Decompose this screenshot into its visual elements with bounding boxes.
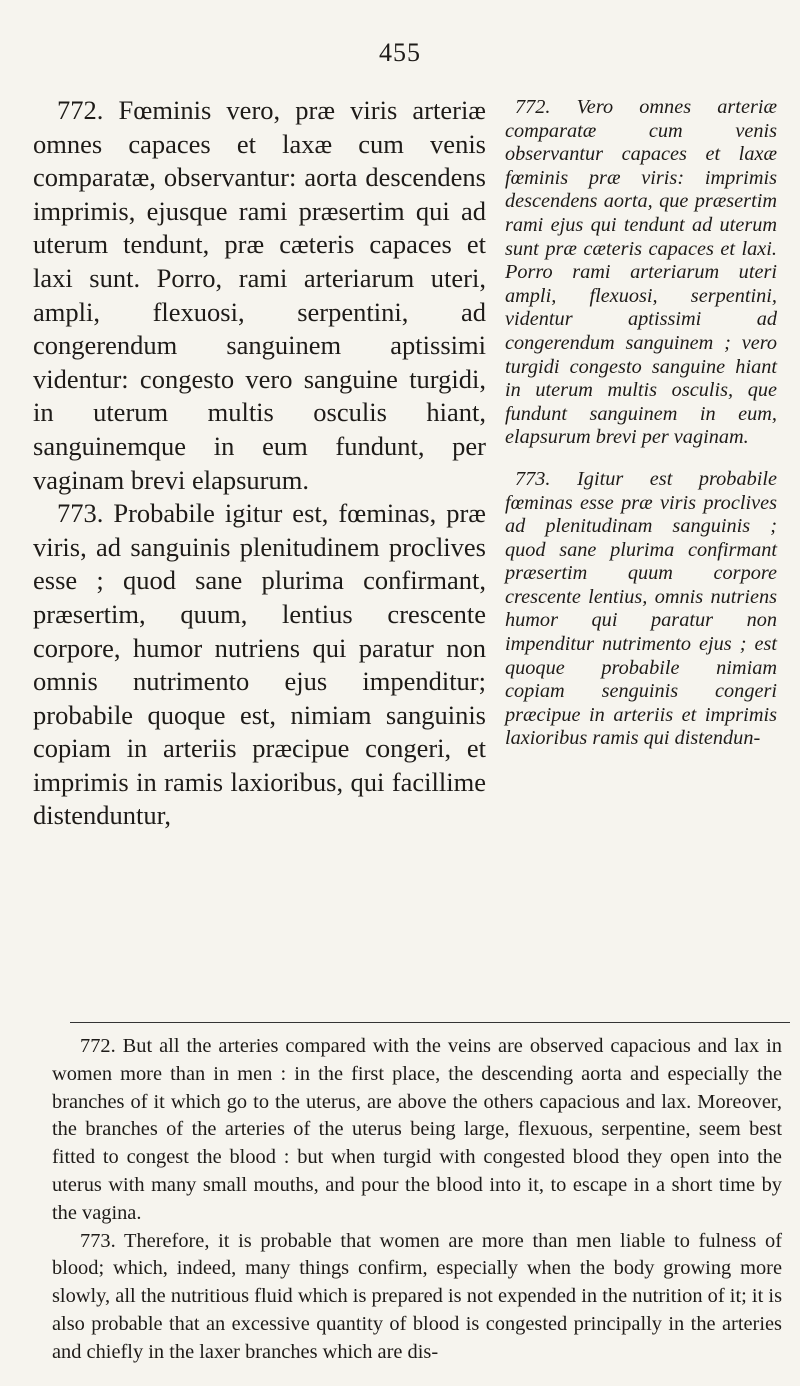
english-translation [52, 1033, 782, 1367]
latin-column [33, 94, 486, 833]
english-paragraph-772: 772. But all the arteries compared with the veins are observed capacious and lax in women more than in men : in the first place, the descending aorta and especially the branches of it which go to the uterus, are above the others capacious and lax. Moreover, the branches of the arteries of the uterus being large, flexuous, serpentine, seem best fitted to congest the blood : but when turgid with congested blood they open into the uterus with many small mouths, and pour the blood into it, to escape in a short time by the vagina. [52, 1035, 782, 1224]
section-divider [70, 1022, 790, 1023]
latin-word-order-column [505, 96, 777, 751]
latin-paragraph-773: 773. Probabile igitur est, fœminas, præ viris, ad sanguinis plenitudinem proclives esse ; quod sane plurima confirmant, præsertim, quum, lentius crescente corpore, humor nutriens qui paratur non omnis nutrimento ejus impenditur; probabile quoque est, nimiam sanguinis copiam in arteriis præcipue congeri, et imprimis in ramis laxioribus, qui facillime distenduntur, [33, 498, 486, 831]
latin-alt-paragraph-773: 773. Igitur est probabile fœminas esse præ viris proclives ad plenitudinam sanguinis ; quod sane plurima confirmant præsertim quum corpore crescente lentius, omnis nutriens humor qui paratur non impenditur nutrimento ejus ; est quoque probabile nimiam copiam senguinis congeri præcipue in arteriis et imprimis laxioribus ramis qui distendun- [505, 467, 777, 750]
latin-paragraph-772: 772. Fœminis vero, præ viris arteriæ omnes capaces et laxæ cum venis comparatæ, observantur: aorta descendens imprimis, ejusque rami præsertim qui ad uterum tendunt, præ cæteris capaces et laxi sunt. Porro, rami arteriarum uteri, ampli, flexuosi, serpentini, ad congerendum sanguinem aptissimi videntur: congesto vero sanguine turgidi, in uterum multis osculis hiant, sanguinemque in eum fundunt, per vaginam brevi elapsurum. [33, 95, 486, 495]
latin-alt-paragraph-772: 772. Vero omnes arteriæ comparatæ cum venis observantur capaces et laxæ fœminis præ viris: imprimis descendens aorta, que præsertim rami ejus qui tendunt ad uterum sunt præ cæteris capaces et laxi. Porro rami arteriarum uteri ampli, flexuosi, serpentini, videntur aptissimi ad congerendum sanguinem ; vero turgidi congesto sanguine hiant in uterum multis osculis, que fundunt sanguinem in eum, elapsurum brevi per vaginam. [505, 96, 777, 449]
english-paragraph-773: 773. Therefore, it is probable that women are more than men liable to fulness of blood; which, indeed, many things confirm, especially when the body growing more slowly, all the nutritious fluid which is prepared is not expended in the nutrition of it; it is also probable that an excessive quantity of blood is congested principally in the arteries and chiefly in the laxer branches which are dis- [52, 1229, 782, 1363]
page-number: 455 [379, 38, 421, 67]
